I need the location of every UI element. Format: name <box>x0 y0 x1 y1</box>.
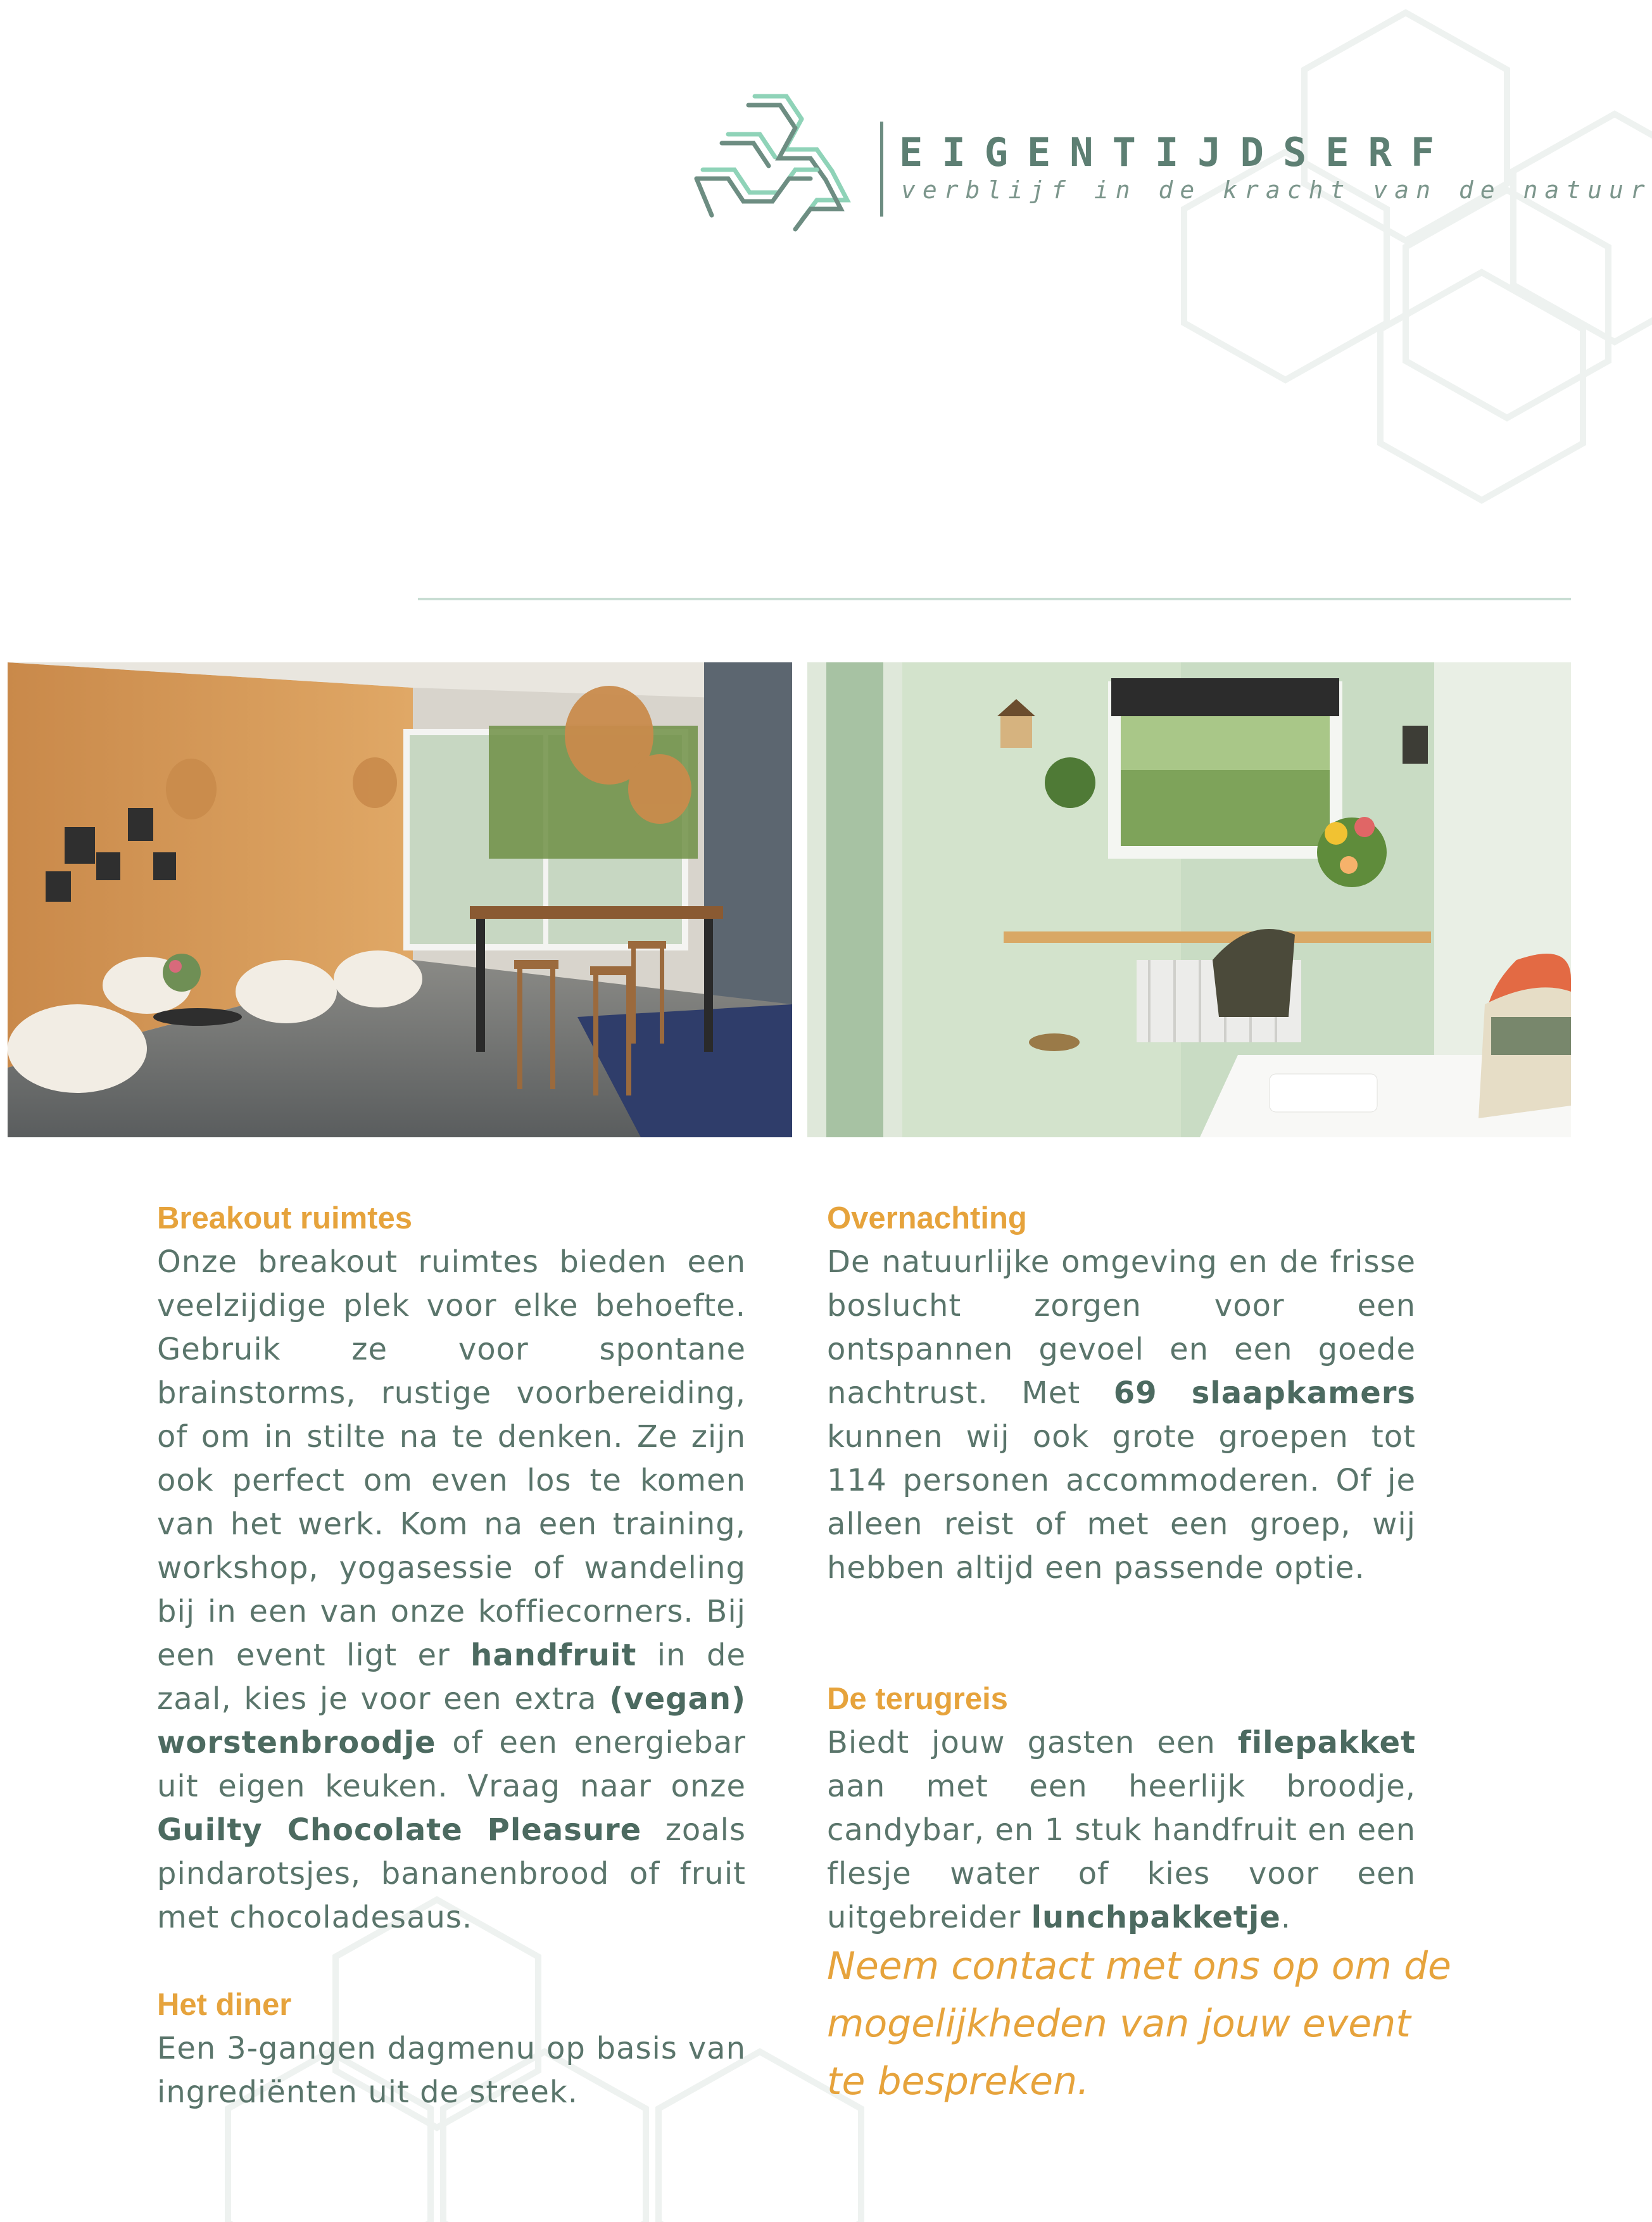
terugreis-text-1: Biedt jouw gasten een <box>827 1725 1238 1760</box>
breakout-text-3: of een energiebar uit eigen keuken. Vraag naar onze <box>157 1725 746 1804</box>
left-column <box>157 1197 746 2114</box>
brand-logo <box>690 89 1652 234</box>
breakout-room-image <box>8 662 792 1137</box>
molecule-logo-icon <box>690 89 855 234</box>
diner-paragraph: Een 3-gangen dagmenu op basis van ingrediënten uit de streek. <box>157 2031 746 2110</box>
breakout-bold-worstenbroodje: (vegan) worstenbroodje <box>157 1681 746 1760</box>
overnachting-text-1: De natuurlijke omgeving en de frisse boslucht zorgen voor een ontspannen gevoel en een goede nachtrust. Met <box>827 1244 1416 1411</box>
terugreis-bold-lunchpakketje: lunchpakketje <box>1031 1900 1281 1935</box>
breakout-heading: Breakout ruimtes <box>157 1201 413 1235</box>
terugreis-paragraph <box>827 1721 1416 1940</box>
contact-call-to-action: Neem contact met ons op om de mogelijkheden van jouw event te bespreken. <box>827 1944 1451 2104</box>
terugreis-text-2: aan met een heerlijk broodje, candybar, en 1 stuk handfruit en een flesje water of kies voor een uitgebreider <box>827 1769 1416 1935</box>
bedroom-photo <box>807 662 1571 1137</box>
right-column <box>827 1197 1416 1940</box>
overnachting-text-2: kunnen wij ook grote groepen tot 114 personen accommoderen. Of je alleen reist of met een groep, wij hebben altijd een passende optie. <box>827 1419 1416 1586</box>
header-rule <box>418 598 1571 600</box>
breakout-bold-handfruit: handfruit <box>470 1638 637 1673</box>
overnachting-bold-slaapkamers: 69 slaapkamers <box>1113 1375 1416 1411</box>
bedroom-image <box>807 662 1571 1137</box>
breakout-text-2: in de zaal, kies je voor een extra <box>157 1638 746 1717</box>
terugreis-bold-filepakket: filepakket <box>1237 1725 1416 1760</box>
terugreis-heading: De terugreis <box>827 1682 1008 1716</box>
logo-divider <box>880 122 883 217</box>
breakout-bold-chocolate: Guilty Chocolate Pleasure <box>157 1812 642 1848</box>
overnachting-heading: Overnachting <box>827 1201 1027 1235</box>
breakout-room-photo <box>8 662 792 1137</box>
breakout-paragraph <box>157 1240 746 1940</box>
diner-heading: Het diner <box>157 1988 292 2022</box>
overnachting-paragraph <box>827 1240 1416 1590</box>
brand-name: EIGENTIJDSERF <box>899 129 1454 175</box>
breakout-text-4: zoals pindarotsjes, bananenbrood of fruit met chocoladesaus. <box>157 1812 747 1935</box>
breakout-text-1: Onze breakout ruimtes bieden een veelzijdige plek voor elke behoefte. Gebruik ze voor spontane brainstorms, rustige voorbereiding, of om in stilte na te denken. Ze zijn ook perfect om even los te komen van het werk. Kom na een training, workshop, yogasessie of wandeling bij in een van onze koffiecorners. Bij een event ligt er <box>157 1244 746 1673</box>
brand-tagline: verblijf in de kracht van de natuur <box>901 176 1652 204</box>
terugreis-text-3: . <box>1280 1900 1292 1935</box>
